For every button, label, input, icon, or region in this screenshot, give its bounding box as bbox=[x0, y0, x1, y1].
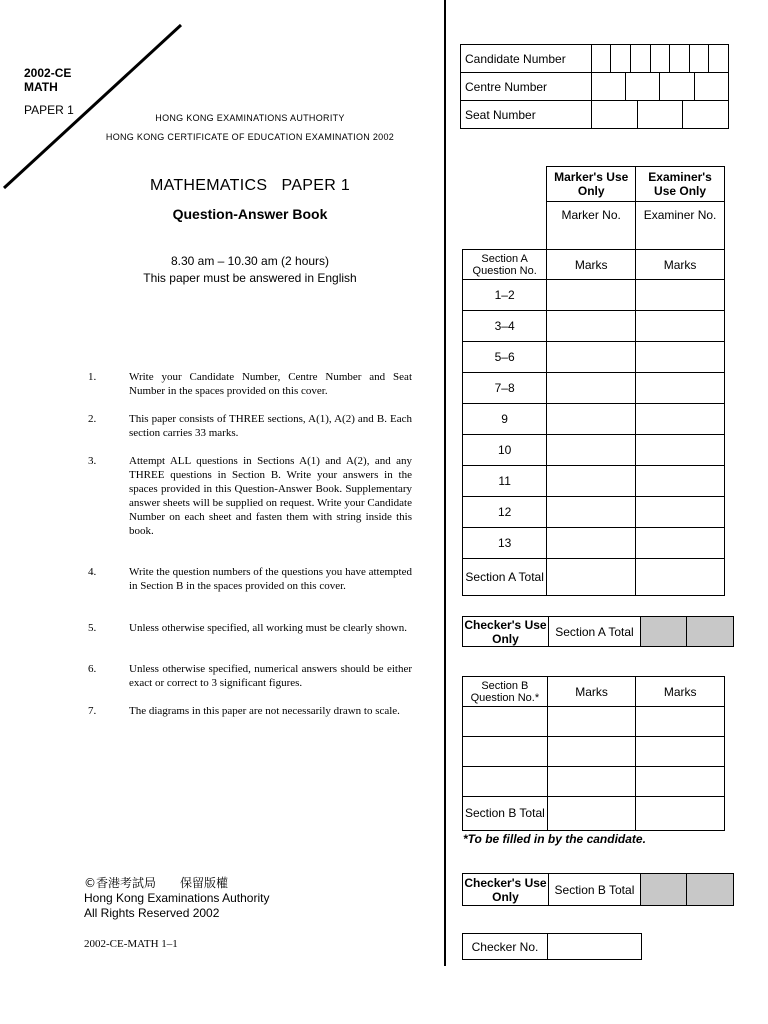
page-subtitle: Question-Answer Book bbox=[172, 206, 328, 222]
checker-use-label: Checker's Use Only bbox=[464, 617, 547, 646]
instruction-text: Unless otherwise specified, numerical answers should be either exact or correct to 3 significant figures. bbox=[129, 663, 412, 689]
candidate-number-digit[interactable] bbox=[670, 45, 690, 73]
shaded-cell bbox=[687, 617, 734, 647]
question-number: 13 bbox=[463, 528, 547, 559]
marker-marks-cell[interactable] bbox=[547, 342, 636, 373]
centre-number-field[interactable] bbox=[591, 73, 728, 101]
table-row bbox=[463, 737, 725, 767]
marker-marks-cell[interactable] bbox=[547, 707, 636, 737]
language-note: This paper must be answered in English bbox=[143, 271, 357, 285]
table-row bbox=[463, 311, 725, 342]
checker-no-field[interactable] bbox=[548, 934, 642, 960]
examiner-marks-cell[interactable] bbox=[636, 280, 725, 311]
question-number: 10 bbox=[463, 435, 547, 466]
instruction-number: 3. bbox=[88, 455, 97, 467]
marks-header: Marks bbox=[636, 250, 725, 280]
examiner-marks-cell[interactable] bbox=[636, 528, 725, 559]
instruction-number: 2. bbox=[88, 413, 97, 425]
candidate-info-table bbox=[460, 44, 729, 129]
instruction-number: 1. bbox=[88, 371, 97, 383]
marker-marks-cell[interactable] bbox=[547, 435, 636, 466]
marker-marks-cell[interactable] bbox=[547, 311, 636, 342]
question-number: 9 bbox=[463, 404, 547, 435]
shaded-cell bbox=[687, 874, 734, 906]
candidate-number-digit[interactable] bbox=[689, 45, 709, 73]
question-number: 12 bbox=[463, 497, 547, 528]
table-row bbox=[463, 466, 725, 497]
examiner-marks-cell[interactable] bbox=[636, 311, 725, 342]
exam-code-year: 2002-CE bbox=[24, 66, 72, 80]
question-number-field[interactable] bbox=[463, 737, 548, 767]
table-row bbox=[463, 707, 725, 737]
candidate-note: *To be filled in by the candidate. bbox=[463, 832, 646, 846]
exam-name: HONG KONG CERTIFICATE OF EDUCATION EXAMINATION 2002 bbox=[105, 132, 395, 142]
table-row bbox=[463, 797, 725, 831]
seat-number-field[interactable] bbox=[591, 101, 728, 129]
marker-marks-cell[interactable] bbox=[547, 737, 636, 767]
checker-no-label: Checker No. bbox=[463, 934, 548, 960]
table-row bbox=[463, 767, 725, 797]
copyright-chinese: ©香港考試局 保留版權 bbox=[84, 876, 229, 890]
question-number: 5–6 bbox=[463, 342, 547, 373]
marker-marks-cell[interactable] bbox=[547, 497, 636, 528]
examiner-total-cell[interactable] bbox=[636, 797, 725, 831]
checker-no-table bbox=[462, 933, 642, 960]
page-divider bbox=[444, 0, 446, 966]
section-a-question-header: Section A Question No. bbox=[463, 250, 547, 280]
marker-marks-cell[interactable] bbox=[547, 466, 636, 497]
marker-total-cell[interactable] bbox=[547, 559, 636, 596]
paper-label: PAPER 1 bbox=[24, 103, 74, 117]
table-row bbox=[463, 435, 725, 466]
marker-marks-cell[interactable] bbox=[547, 404, 636, 435]
instruction-text: This paper consists of THREE sections, A(1), A(2) and B. Each section carries 33 marks. bbox=[129, 413, 412, 439]
examiner-marks-cell[interactable] bbox=[636, 404, 725, 435]
examiner-marks-cell[interactable] bbox=[636, 497, 725, 528]
marks-header: Marks bbox=[547, 250, 636, 280]
candidate-number-label: Candidate Number bbox=[461, 45, 592, 73]
section-b-question-header: Section B Question No.* bbox=[463, 677, 548, 707]
instruction-text: Unless otherwise specified, all working must be clearly shown. bbox=[129, 622, 407, 634]
copyright-line-1: Hong Kong Examinations Authority bbox=[84, 891, 270, 905]
candidate-number-digit[interactable] bbox=[591, 45, 611, 73]
instruction-number: 6. bbox=[88, 663, 97, 675]
table-row bbox=[463, 280, 725, 311]
marker-total-cell[interactable] bbox=[547, 797, 636, 831]
candidate-number-digit[interactable] bbox=[631, 45, 651, 73]
examiner-marks-cell[interactable] bbox=[636, 737, 725, 767]
section-a-marks-table bbox=[462, 166, 725, 596]
examiner-marks-cell[interactable] bbox=[636, 342, 725, 373]
marker-marks-cell[interactable] bbox=[547, 528, 636, 559]
marker-marks-cell[interactable] bbox=[547, 767, 636, 797]
section-a-total-checker-label: Section A Total bbox=[548, 617, 640, 647]
instruction-number: 4. bbox=[88, 566, 97, 578]
section-b-marks-table bbox=[462, 676, 725, 831]
table-row bbox=[463, 528, 725, 559]
table-row bbox=[463, 342, 725, 373]
question-number: 1–2 bbox=[463, 280, 547, 311]
table-row bbox=[463, 559, 725, 596]
section-a-total-label: Section A Total bbox=[463, 559, 547, 596]
instruction-text: Attempt ALL questions in Sections A(1) and A(2), and any THREE questions in Section B. Write your answers in the spaces provided in this Question-Answer Book. Supplementary answer sheets will be supplied on request. Write your Candidate Number on each sheet and fasten them with string inside this book. bbox=[129, 455, 412, 537]
shaded-cell bbox=[640, 874, 687, 906]
examiner-marks-cell[interactable] bbox=[636, 767, 725, 797]
examiner-marks-cell[interactable] bbox=[636, 373, 725, 404]
examiner-marks-cell[interactable] bbox=[636, 707, 725, 737]
candidate-number-digit[interactable] bbox=[611, 45, 631, 73]
question-number-field[interactable] bbox=[463, 707, 548, 737]
table-row bbox=[463, 497, 725, 528]
exam-time: 8.30 am – 10.30 am (2 hours) bbox=[170, 254, 330, 268]
instruction-text: Write the question numbers of the questions you have attempted in Section B in the spaces provided on this cover. bbox=[129, 566, 412, 592]
instruction-number: 7. bbox=[88, 705, 97, 717]
marks-header: Marks bbox=[636, 677, 725, 707]
instruction-text: Write your Candidate Number, Centre Number and Seat Number in the spaces provided on this cover. bbox=[129, 371, 412, 397]
marker-marks-cell[interactable] bbox=[547, 280, 636, 311]
question-number-field[interactable] bbox=[463, 767, 548, 797]
page-code: 2002-CE-MATH 1–1 bbox=[84, 938, 178, 950]
corner-diagonal-line bbox=[0, 0, 200, 200]
table-row bbox=[463, 373, 725, 404]
exam-code bbox=[24, 66, 71, 94]
examiner-marks-cell[interactable] bbox=[636, 466, 725, 497]
candidate-number-digit[interactable] bbox=[709, 45, 729, 73]
marker-no-cell[interactable]: Marker No. bbox=[547, 202, 636, 250]
question-number: 11 bbox=[463, 466, 547, 497]
checker-section-b-table bbox=[462, 873, 734, 906]
page-title: MATHEMATICS PAPER 1 bbox=[149, 177, 351, 194]
examiner-no-cell[interactable]: Examiner No. bbox=[636, 202, 725, 250]
checker-use-label: Checker's Use Only bbox=[464, 875, 547, 904]
candidate-number-digit[interactable] bbox=[650, 45, 670, 73]
instruction-text: The diagrams in this paper are not necessarily drawn to scale. bbox=[129, 705, 400, 717]
checker-section-a-table bbox=[462, 616, 734, 647]
question-number: 3–4 bbox=[463, 311, 547, 342]
copyright-line-2: All Rights Reserved 2002 bbox=[84, 906, 220, 920]
question-number: 7–8 bbox=[463, 373, 547, 404]
marks-header: Marks bbox=[547, 677, 636, 707]
shaded-cell bbox=[640, 617, 687, 647]
examiner-total-cell[interactable] bbox=[636, 559, 725, 596]
authority-name: HONG KONG EXAMINATIONS AUTHORITY bbox=[155, 113, 345, 123]
table-row bbox=[463, 404, 725, 435]
seat-number-label: Seat Number bbox=[461, 101, 592, 129]
examiner-marks-cell[interactable] bbox=[636, 435, 725, 466]
marker-marks-cell[interactable] bbox=[547, 373, 636, 404]
section-b-total-label: Section B Total bbox=[463, 797, 548, 831]
centre-number-label: Centre Number bbox=[461, 73, 592, 101]
section-b-total-checker-label: Section B Total bbox=[548, 874, 640, 906]
instruction-number: 5. bbox=[88, 622, 97, 634]
marker-use-header: Marker's Use Only bbox=[547, 167, 636, 202]
examiner-use-header: Examiner's Use Only bbox=[636, 167, 725, 202]
exam-subject: MATH bbox=[24, 80, 58, 94]
